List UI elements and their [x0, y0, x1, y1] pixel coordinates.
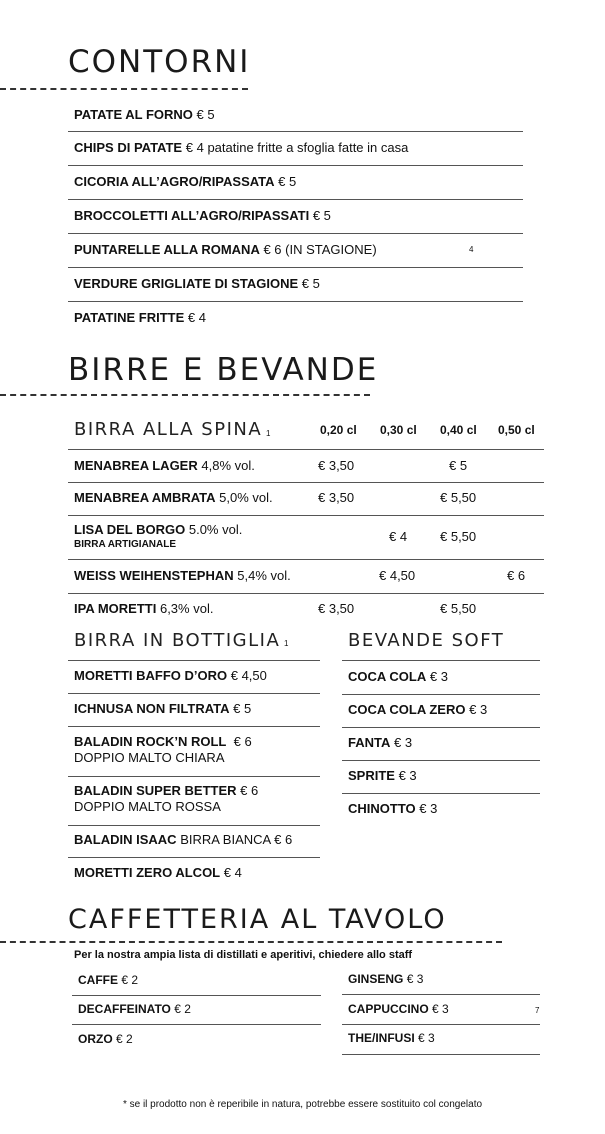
table-row: IPA MORETTI 6,3% vol. — [74, 601, 214, 616]
list-item: COCA COLA € 3 — [348, 669, 448, 684]
row-divider — [68, 301, 523, 302]
column-header: 0,20 cl — [320, 423, 357, 437]
price-cell: € 3,50 — [318, 458, 355, 473]
row-divider — [68, 559, 544, 560]
price-cell: € 5 — [449, 458, 468, 473]
table-row: MENABREA AMBRATA 5,0% vol. — [74, 490, 273, 505]
row-divider — [68, 825, 320, 826]
table-row: LISA DEL BORGO 5.0% vol. — [74, 522, 243, 537]
list-item: BROCCOLETTI ALL’AGRO/RIPASSATI € 5 — [74, 208, 331, 223]
price-cell: € 6 — [507, 568, 526, 583]
list-item: MORETTI ZERO ALCOL € 4 — [74, 865, 242, 880]
row-divider — [68, 693, 320, 694]
list-item: ORZO € 2 — [78, 1032, 133, 1046]
list-item: SPRITE € 3 — [348, 768, 417, 783]
caffetteria-title: CAFFETTERIA AL TAVOLO — [68, 904, 447, 935]
row-divider — [342, 727, 540, 728]
row-divider — [342, 994, 540, 995]
list-item: CAFFE € 2 — [78, 973, 139, 987]
row-divider — [68, 482, 544, 483]
list-item: GINSENG € 3 — [348, 972, 424, 986]
price-cell: € 3,50 — [318, 601, 355, 616]
table-row: MENABREA LAGER 4,8% vol. — [74, 458, 255, 473]
list-item: MORETTI BAFFO D’ORO € 4,50 — [74, 668, 267, 683]
list-item: BALADIN ROCK’N ROLL € 6 — [74, 734, 252, 749]
list-item: BALADIN SUPER BETTER € 6 — [74, 783, 259, 798]
beer-subtitle: DOPPIO MALTO ROSSA — [74, 799, 221, 814]
price-cell: € 5,50 — [440, 490, 477, 505]
row-divider — [68, 593, 544, 594]
column-header: 0,50 cl — [498, 423, 535, 437]
footer-note: * se il prodotto non è reperibile in natura, potrebbe essere sostituito col congelato — [122, 1099, 483, 1110]
row-divider — [342, 760, 540, 761]
list-item: PATATINE FRITTE € 4 — [74, 310, 206, 325]
bottiglia-title: BIRRA IN BOTTIGLIA — [74, 630, 281, 651]
footnote-mark: 7 — [535, 1006, 540, 1015]
price-cell: € 3,50 — [318, 490, 355, 505]
price-cell: € 4 — [389, 529, 408, 544]
footnote-mark: 4 — [469, 245, 474, 254]
row-divider — [68, 267, 523, 268]
list-item: CHINOTTO € 3 — [348, 801, 438, 816]
row-divider — [72, 1024, 321, 1025]
row-divider — [342, 694, 540, 695]
row-divider — [342, 1024, 540, 1025]
row-divider — [342, 1054, 540, 1055]
price-cell: € 5,50 — [440, 601, 477, 616]
row-divider — [342, 660, 540, 661]
list-item: PATATE AL FORNO € 5 — [74, 107, 215, 122]
caffetteria-subtitle: Per la nostra ampia lista di distillati e aperitivi, chiedere allo staff — [74, 949, 413, 961]
table-row: WEISS WEIHENSTEPHAN 5,4% vol. — [74, 568, 291, 583]
contorni-title: CONTORNI — [68, 44, 251, 80]
column-header: 0,40 cl — [440, 423, 477, 437]
list-item: FANTA € 3 — [348, 735, 413, 750]
row-divider — [68, 165, 523, 166]
spina-title: BIRRA ALLA SPINA — [74, 419, 263, 440]
row-divider — [68, 131, 523, 132]
footnote-mark: 1 — [266, 429, 271, 438]
list-item: DECAFFEINATO € 2 — [78, 1002, 191, 1016]
row-divider — [68, 726, 320, 727]
list-item: CAPPUCCINO € 3 — [348, 1002, 449, 1016]
soft-title: BEVANDE SOFT — [348, 630, 505, 651]
list-item: VERDURE GRIGLIATE DI STAGIONE € 5 — [74, 276, 320, 291]
row-divider — [342, 793, 540, 794]
row-divider — [68, 199, 523, 200]
birre-divider — [0, 394, 370, 396]
beer-subtitle: DOPPIO MALTO CHIARA — [74, 750, 225, 765]
price-cell: € 4,50 — [379, 568, 416, 583]
row-divider — [72, 995, 321, 996]
list-item: CHIPS DI PATATE € 4 patatine fritte a sfoglia fatte in casa — [74, 140, 409, 155]
row-divider — [68, 660, 320, 661]
column-header: 0,30 cl — [380, 423, 417, 437]
caffetteria-divider — [0, 941, 502, 943]
row-divider — [68, 233, 523, 234]
list-item: THE/INFUSI € 3 — [348, 1031, 435, 1045]
price-cell: € 5,50 — [440, 529, 477, 544]
birre-title: BIRRE E BEVANDE — [68, 352, 379, 388]
list-item: CICORIA ALL’AGRO/RIPASSATA € 5 — [74, 174, 297, 189]
row-divider — [68, 449, 544, 450]
footnote-mark: 1 — [284, 639, 289, 648]
row-divider — [68, 776, 320, 777]
row-divider — [68, 857, 320, 858]
list-item: ICHNUSA NON FILTRATA € 5 — [74, 701, 252, 716]
contorni-divider — [0, 88, 248, 90]
list-item: COCA COLA ZERO € 3 — [348, 702, 488, 717]
list-item: PUNTARELLE ALLA ROMANA € 6 (IN STAGIONE) — [74, 242, 377, 257]
row-divider — [68, 515, 544, 516]
beer-subtitle: BIRRA ARTIGIANALE — [74, 539, 177, 550]
list-item: BALADIN ISAAC BIRRA BIANCA € 6 — [74, 832, 293, 847]
